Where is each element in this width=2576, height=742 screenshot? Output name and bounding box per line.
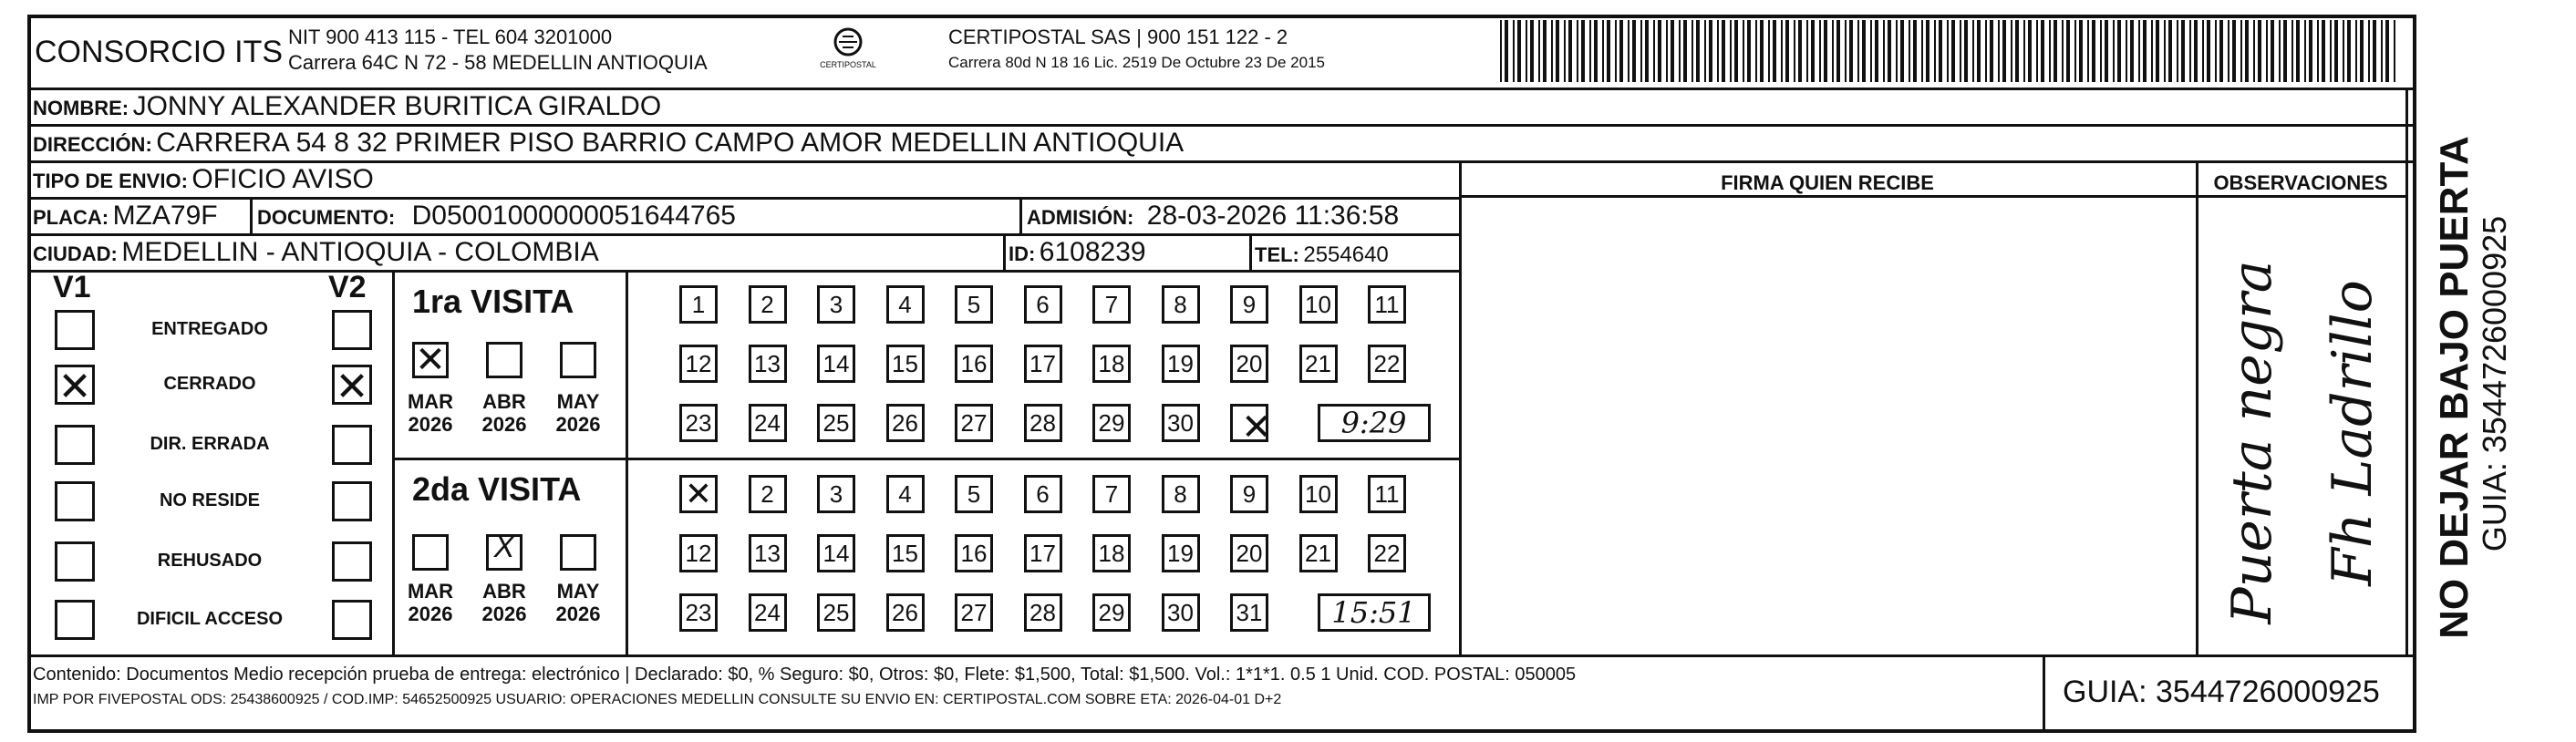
day-box[interactable]: 18 <box>1092 345 1131 383</box>
day-box[interactable]: 1 <box>679 285 718 324</box>
obs-handwriting-1: Puerta negra <box>2220 260 2284 624</box>
month-label <box>472 580 536 626</box>
footer-line2: IMP POR FIVEPOSTAL ODS: 25438600925 / COD.IMP: 54652500925 USUARIO: OPERACIONES MEDELLIN CONSULTE SU ENVIO EN: CERTIPOSTAL.COM SOBRE ETA: 2026-04-01 D+2 <box>33 692 1282 707</box>
tel-label: TEL: <box>1255 243 1299 266</box>
placa-label: PLACA: <box>33 206 109 229</box>
month-year: 2026 <box>408 413 453 437</box>
day2-1-check: ✕ <box>684 475 713 512</box>
day-box[interactable]: 10 <box>1299 285 1338 324</box>
v2-cerrado-check: ✕ <box>335 365 369 409</box>
month-name: ABR <box>482 390 526 413</box>
nombre-row <box>33 93 661 120</box>
col-divider <box>1019 197 1022 235</box>
obs-handwriting-2: Fh Ladrillo <box>2321 280 2385 586</box>
month-name: MAY <box>556 390 600 413</box>
company-name: CONSORCIO ITS <box>35 35 284 69</box>
logo-text: CERTIPOSTAL <box>820 60 876 69</box>
row-divider <box>27 233 1459 236</box>
day-box[interactable]: 3 <box>817 285 855 324</box>
col-divider <box>1003 233 1006 272</box>
day-box[interactable]: 3 <box>817 475 855 513</box>
barcode <box>1500 20 2403 82</box>
v1-cerrado-check: ✕ <box>57 365 92 409</box>
col-divider <box>250 197 253 235</box>
day-box[interactable]: 6 <box>1024 285 1062 324</box>
v2-checkbox[interactable] <box>332 310 372 350</box>
month-mar-check: ✕ <box>415 340 446 380</box>
footer-divider <box>27 654 2416 657</box>
nombre-label: NOMBRE: <box>33 97 129 119</box>
col-divider <box>392 270 395 654</box>
month-checkbox[interactable] <box>560 342 596 378</box>
v2-checkbox[interactable] <box>332 600 372 640</box>
firma-header: FIRMA QUIEN RECIBE <box>1721 171 1934 194</box>
day-box[interactable]: 11 <box>1368 285 1406 324</box>
row-divider <box>1459 195 2407 198</box>
v1-checkbox[interactable] <box>55 425 95 465</box>
day-box[interactable]: 10 <box>1299 475 1338 513</box>
nombre-value: JONNY ALEXANDER BURITICA GIRALDO <box>132 91 662 121</box>
month-year: 2026 <box>555 413 601 437</box>
footer-line1: Contenido: Documentos Medio recepción prueba de entrega: electrónico | Declarado: $0, % Seguro: $0, Otros: $0, Flete: $1,500, Total: $1,500. Vol.: 1*1*1. 0.5 1 Unid. COD. POSTAL: 050005 <box>33 665 1577 685</box>
day-box[interactable]: 30 <box>1162 404 1200 442</box>
documento-label: DOCUMENTO: <box>257 206 396 229</box>
carrier-address: Carrera 80d N 18 16 Lic. 2519 De Octubre 23 De 2015 <box>948 54 1325 71</box>
side-title: NO DEJAR BAJO PUERTA <box>2432 136 2477 639</box>
day-box[interactable]: 2 <box>749 285 787 324</box>
month-label <box>398 580 462 626</box>
day-box[interactable]: 13 <box>749 345 787 383</box>
col-divider <box>626 270 628 654</box>
second-visit-title: 2da VISITA <box>412 470 582 508</box>
header-divider <box>27 88 2416 90</box>
visit-time: 15:51 <box>1331 595 1416 630</box>
company-address: Carrera 64C N 72 - 58 MEDELLIN ANTIOQUIA <box>288 51 708 74</box>
day-box[interactable]: 19 <box>1162 534 1200 572</box>
status-label: NO RESIDE <box>159 490 261 510</box>
guide-frame <box>27 15 2416 733</box>
documento-value: D05001000000051644765 <box>411 201 736 231</box>
day-box[interactable]: 27 <box>955 593 993 632</box>
placa-row <box>33 202 218 230</box>
day-box[interactable]: 11 <box>1368 475 1406 513</box>
day-box[interactable]: 4 <box>886 285 925 324</box>
day-box[interactable]: 5 <box>955 475 993 513</box>
day-box[interactable]: 12 <box>679 345 718 383</box>
status-label: CERRADO <box>163 374 256 394</box>
v2-checkbox[interactable] <box>332 425 372 465</box>
v2-checkbox[interactable] <box>332 541 372 582</box>
month-name: MAY <box>556 580 600 603</box>
day-box[interactable]: 21 <box>1299 345 1338 383</box>
id-value: 6108239 <box>1039 237 1146 267</box>
company-nit: NIT 900 413 115 - TEL 604 3201000 <box>288 26 613 48</box>
admision-row <box>1027 202 1399 230</box>
documento-row <box>257 202 736 230</box>
row-divider <box>27 270 1459 273</box>
ciudad-row <box>33 239 599 266</box>
day-box[interactable]: 7 <box>1092 475 1131 513</box>
tel-value: 2554640 <box>1303 242 1389 267</box>
month-checkbox[interactable] <box>560 534 596 571</box>
carrier-name: CERTIPOSTAL SAS | 900 151 122 - 2 <box>948 26 1288 48</box>
month-year: 2026 <box>408 603 453 626</box>
day-box[interactable]: 20 <box>1230 534 1268 572</box>
month-year: 2026 <box>481 603 527 626</box>
col-divider <box>1459 160 1462 654</box>
day-box[interactable]: 8 <box>1162 475 1200 513</box>
day-box[interactable]: 8 <box>1162 285 1200 324</box>
tipo-label: TIPO DE ENVIO: <box>33 170 188 192</box>
month-year: 2026 <box>481 413 527 437</box>
id-label: ID: <box>1009 242 1036 265</box>
side-guia: GUIA: 3544726000925 <box>2476 215 2513 552</box>
status-label: DIR. ERRADA <box>150 434 270 454</box>
placa-value: MZA79F <box>112 201 218 231</box>
day-box[interactable]: 14 <box>817 345 855 383</box>
day-box[interactable]: 22 <box>1368 534 1406 572</box>
month-checkbox[interactable] <box>486 342 522 378</box>
day-box[interactable]: 17 <box>1024 345 1062 383</box>
v2-label: V2 <box>328 270 367 304</box>
day-box[interactable]: 28 <box>1024 593 1062 632</box>
day-box[interactable]: 17 <box>1024 534 1062 572</box>
footer-guia: GUIA: 3544726000925 <box>2063 675 2380 709</box>
day-box[interactable]: 15 <box>886 345 925 383</box>
day-box[interactable]: 26 <box>886 404 925 442</box>
day-box[interactable]: 2 <box>749 475 787 513</box>
ciudad-label: CIUDAD: <box>33 242 118 265</box>
col-divider <box>2043 654 2045 733</box>
status-label: ENTREGADO <box>151 319 268 339</box>
month-label <box>398 390 462 437</box>
row-divider <box>27 197 1459 200</box>
day-box[interactable]: 9 <box>1230 285 1268 324</box>
day-box[interactable]: 16 <box>955 534 993 572</box>
status-label: REHUSADO <box>157 551 263 571</box>
day-box[interactable]: 5 <box>955 285 993 324</box>
day-box[interactable]: 25 <box>817 404 855 442</box>
day-box[interactable]: 19 <box>1162 345 1200 383</box>
month-label <box>472 390 536 437</box>
month-label <box>546 390 610 437</box>
day-box[interactable]: 25 <box>817 593 855 632</box>
day-box[interactable]: 14 <box>817 534 855 572</box>
v1-checkbox[interactable] <box>55 541 95 582</box>
month-year: 2026 <box>555 603 601 626</box>
day-box[interactable]: 13 <box>749 534 787 572</box>
time-box[interactable] <box>1318 404 1431 442</box>
day-box[interactable]: 12 <box>679 534 718 572</box>
day-box[interactable]: 15 <box>886 534 925 572</box>
day-box[interactable]: 22 <box>1368 345 1406 383</box>
v2-checkbox[interactable] <box>332 481 372 521</box>
v1-label: V1 <box>53 270 91 304</box>
certipostal-logo <box>812 24 885 78</box>
day-box[interactable]: 28 <box>1024 404 1062 442</box>
day-box[interactable]: 21 <box>1299 534 1338 572</box>
day-box[interactable]: 18 <box>1092 534 1131 572</box>
day-box[interactable]: 16 <box>955 345 993 383</box>
status-label: DIFICIL ACCESO <box>136 609 283 629</box>
month-name: MAR <box>407 390 454 413</box>
tel-row <box>1255 244 1389 266</box>
time-box[interactable] <box>1318 593 1431 632</box>
col-divider <box>2405 88 2408 654</box>
observaciones-header: OBSERVACIONES <box>2213 171 2388 194</box>
direccion-label: DIRECCIÓN: <box>33 133 152 156</box>
day-box[interactable]: 6 <box>1024 475 1062 513</box>
admision-value: 28-03-2026 11:36:58 <box>1146 201 1400 231</box>
day-box[interactable]: 24 <box>749 404 787 442</box>
row-divider <box>27 124 2416 127</box>
day-box[interactable]: 9 <box>1230 475 1268 513</box>
tipo-value: OFICIO AVISO <box>191 164 374 194</box>
day-box[interactable]: 26 <box>886 593 925 632</box>
day-box[interactable]: 7 <box>1092 285 1131 324</box>
month-name: MAR <box>407 580 454 603</box>
day-box[interactable]: 30 <box>1162 593 1200 632</box>
direccion-value: CARRERA 54 8 32 PRIMER PISO BARRIO CAMPO AMOR MEDELLIN ANTIOQUIA <box>156 128 1185 158</box>
month-checkbox[interactable] <box>412 534 449 571</box>
row-divider <box>27 160 2416 163</box>
col-divider <box>2196 160 2198 654</box>
first-visit-title: 1ra VISITA <box>412 283 574 320</box>
day-box[interactable]: 23 <box>679 593 718 632</box>
day-box[interactable]: 29 <box>1092 593 1131 632</box>
month-abr-check: X <box>493 530 515 564</box>
day1-31-check: ✕ <box>1241 407 1272 448</box>
visit-time: 9:29 <box>1340 406 1407 440</box>
v1-checkbox[interactable] <box>55 310 95 350</box>
v1-checkbox[interactable] <box>55 481 95 521</box>
id-row <box>1009 239 1146 266</box>
tipo-row <box>33 166 374 193</box>
admision-label: ADMISIÓN: <box>1027 206 1134 229</box>
col-divider <box>1249 233 1252 272</box>
day-box[interactable]: 23 <box>679 404 718 442</box>
row-divider <box>392 458 1459 460</box>
day-box[interactable]: 20 <box>1230 345 1268 383</box>
month-label <box>546 580 610 626</box>
month-name: ABR <box>482 580 526 603</box>
direccion-row <box>33 129 1184 157</box>
v1-checkbox[interactable] <box>55 600 95 640</box>
day-box[interactable]: 24 <box>749 593 787 632</box>
ciudad-value: MEDELLIN - ANTIOQUIA - COLOMBIA <box>121 237 599 267</box>
day-box[interactable]: 27 <box>955 404 993 442</box>
day-box[interactable]: 29 <box>1092 404 1131 442</box>
day-box[interactable]: 4 <box>886 475 925 513</box>
day-box[interactable]: 31 <box>1230 593 1268 632</box>
